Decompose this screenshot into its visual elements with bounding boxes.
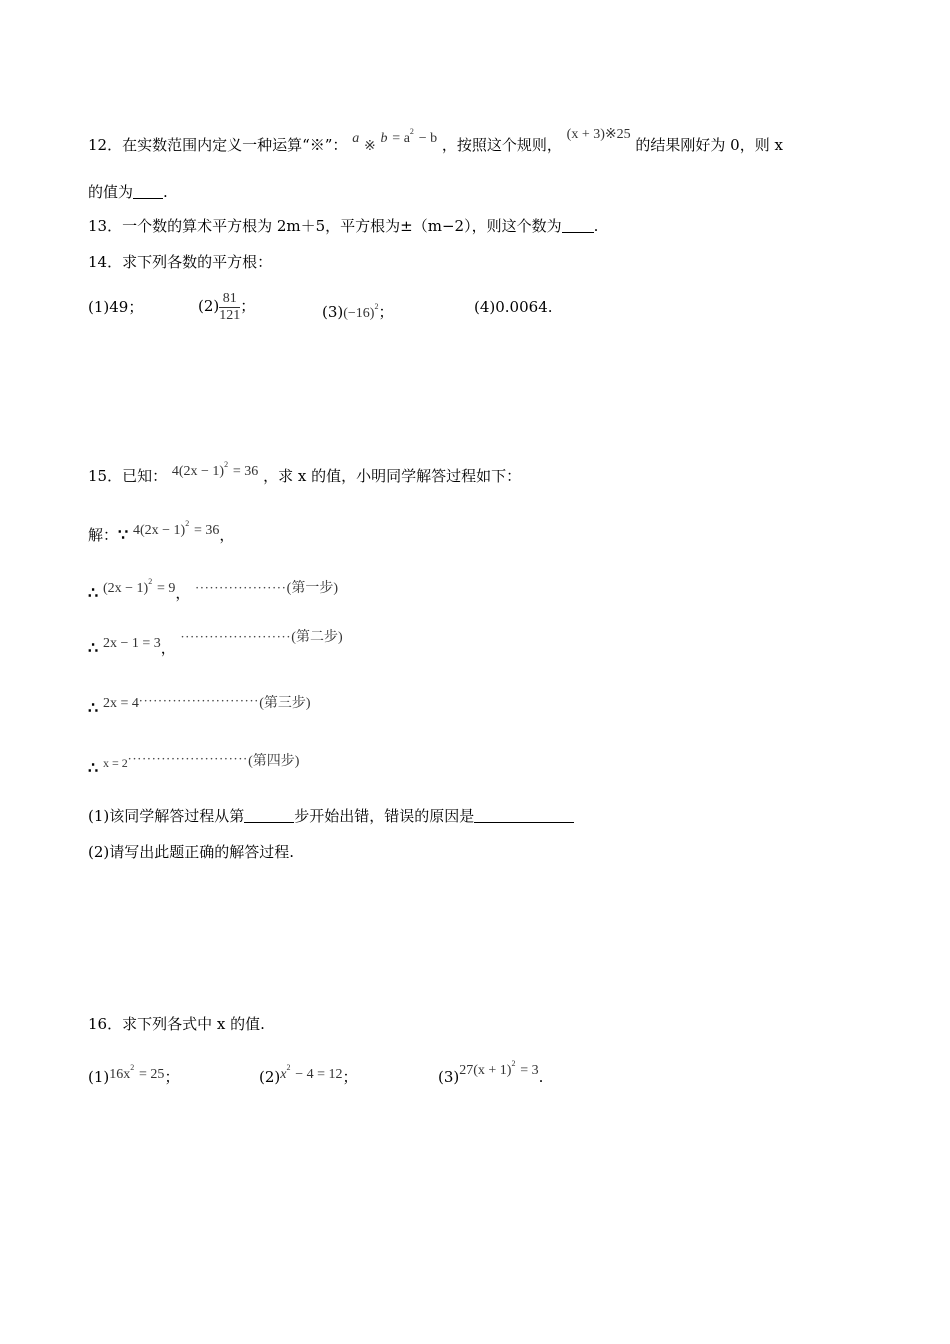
q12-line2	[88, 182, 168, 202]
q14-p3-label: (3)	[322, 303, 344, 321]
q14-p2-numerator: 81	[219, 291, 240, 308]
q12-def-eq: = a	[392, 131, 410, 146]
step-dots: ·························	[127, 752, 249, 766]
q14-p2	[198, 288, 255, 324]
q15-sol-rhs: = 36	[194, 523, 220, 538]
q12-tail: 的结果刚好为 0，则 x	[635, 136, 783, 154]
step-eq: (2x − 1)	[102, 581, 149, 596]
therefore-symbol: ∴	[88, 758, 99, 777]
q16-p2-exp: 2	[286, 1063, 291, 1072]
q16-p1	[88, 1062, 179, 1089]
q12-def-op: ※	[364, 139, 376, 154]
q15-given: 4(2x − 1)	[171, 464, 225, 479]
q12-answer-blank[interactable]	[133, 184, 163, 199]
step-label: (第三步)	[259, 696, 311, 711]
step-dots: ···················	[195, 581, 287, 595]
q12-expr: (x + 3)※25	[566, 127, 631, 142]
q15-part1	[88, 806, 574, 826]
therefore-symbol: ∴	[88, 698, 99, 717]
step-dots: ·························	[138, 694, 260, 708]
q16-p3	[438, 1059, 544, 1089]
q14-p2-denominator: 121	[219, 307, 241, 323]
q14-p1: (1)49；	[88, 298, 144, 316]
q12-line1	[88, 127, 783, 157]
q12-prefix: 12．在实数范围内定义一种运算“※”：	[88, 136, 348, 154]
q15-solution-start	[88, 520, 234, 547]
step-rhs: = 9	[156, 581, 176, 596]
step-eq: x = 2	[102, 756, 128, 770]
q14-p4: (4)0.0064.	[474, 298, 553, 316]
q12-def-tail: − b	[418, 131, 438, 146]
step-sep: ，	[160, 639, 176, 657]
q15-sol-eq: 4(2x − 1)	[132, 523, 186, 538]
q12-def-b: b	[380, 131, 388, 146]
q16-p2-end: ；	[342, 1068, 358, 1086]
q12-mid: ，按照这个规则，	[441, 136, 562, 154]
q15-step-blank[interactable]	[244, 808, 294, 823]
q14-p2-label: (2)	[198, 297, 220, 315]
q16-p3-label: (3)	[438, 1068, 460, 1086]
q15-sol-label: 解：	[88, 526, 119, 544]
q15-step-2	[88, 630, 343, 660]
q16-p3-rhs: = 3	[520, 1063, 539, 1078]
q16-title: 16．求下列各式中 x 的值.	[88, 1015, 265, 1033]
q14-p2-fraction	[219, 291, 240, 324]
q15-given-rhs: = 36	[232, 464, 259, 479]
q14-p3-exp: 2	[374, 302, 379, 311]
q14-p3-end: ；	[378, 303, 394, 321]
q13-end: .	[593, 217, 599, 235]
q16-p3-end: .	[538, 1068, 544, 1086]
q13-line	[88, 216, 598, 236]
q15-ask: ，求 x 的值，小明同学解答过程如下：	[263, 467, 522, 485]
q14-p2-end: ；	[240, 297, 256, 315]
q14-p3	[322, 297, 394, 324]
q12-def-exp: 2	[409, 127, 414, 136]
q16-p2-rhs: − 4 = 12	[295, 1067, 343, 1082]
q15-part1-a: (1)该同学解答过程从第	[88, 807, 245, 825]
q15-given-exp: 2	[224, 460, 229, 469]
q15-line	[88, 461, 521, 488]
q16-p2-label: (2)	[259, 1068, 281, 1086]
q13-answer-blank[interactable]	[562, 218, 594, 233]
q15-reason-blank[interactable]	[474, 808, 574, 823]
step-sep: ，	[175, 584, 191, 602]
step-exp: 2	[148, 577, 153, 586]
q16-p2-expr: x	[280, 1067, 287, 1082]
q12-def-a: a	[352, 131, 360, 146]
q15-step-1	[88, 578, 338, 605]
step-label: (第四步)	[248, 754, 300, 769]
q14-p3-expr: (−16)	[343, 306, 375, 321]
q15-step-3	[88, 694, 311, 720]
because-symbol: ∵	[118, 525, 129, 544]
q15-sol-exp: 2	[185, 519, 190, 528]
q14-title: 14．求下列各数的平方根：	[88, 253, 273, 271]
q16-p1-expr: 16x	[109, 1067, 131, 1082]
therefore-symbol: ∴	[88, 583, 99, 602]
q16-p2	[259, 1062, 358, 1089]
step-dots: ·······················	[180, 630, 292, 644]
q16-p1-end: ；	[164, 1068, 180, 1086]
q12-line2-end: .	[163, 183, 168, 201]
q16-p1-rhs: = 25	[139, 1067, 165, 1082]
q13-text: 13．一个数的算术平方根为 2m＋5，平方根为±（m−2），则这个数为	[88, 217, 562, 235]
step-eq: 2x = 4	[102, 696, 139, 711]
q15-part1-b: 步开始出错，错误的原因是	[294, 807, 475, 825]
q16-p3-exp: 2	[511, 1059, 516, 1068]
q15-sol-end: ，	[219, 526, 235, 544]
q16-p1-label: (1)	[88, 1068, 110, 1086]
q15-lead: 15．已知：	[88, 467, 168, 485]
q15-part2: (2)请写出此题正确的解答过程.	[88, 843, 295, 861]
q12-line2-text: 的值为	[88, 183, 134, 201]
q15-step-4	[88, 752, 300, 780]
step-label: (第一步)	[286, 581, 338, 596]
step-eq: 2x − 1 = 3	[102, 636, 161, 651]
step-label: (第二步)	[291, 630, 343, 645]
q16-p1-exp: 2	[130, 1063, 135, 1072]
q16-p3-expr: 27(x + 1)	[459, 1063, 512, 1078]
therefore-symbol: ∴	[88, 638, 99, 657]
